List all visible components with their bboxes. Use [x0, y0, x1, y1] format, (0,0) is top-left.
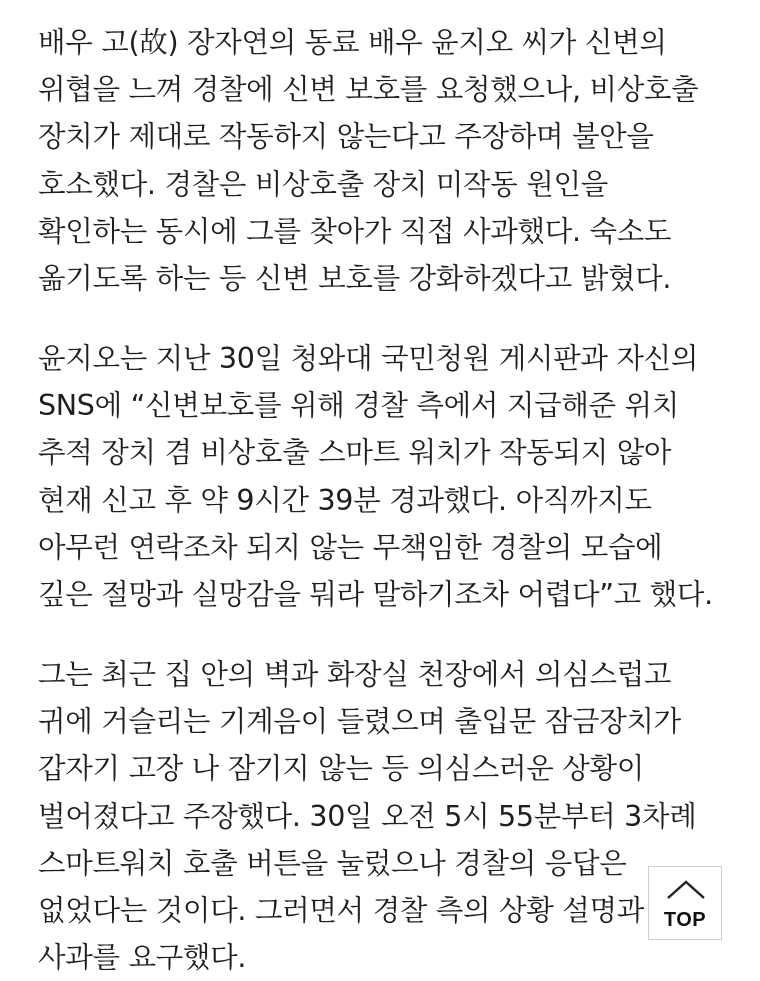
- text-line: 현재 신고 후 약 9시간 39분 경과했다. 아직까지도: [38, 483, 652, 517]
- scroll-to-top-button[interactable]: [648, 866, 722, 940]
- text-line: 없었다는 것이다. 그러면서 경찰 측의 상황 설명과: [38, 894, 644, 928]
- text-line: 옮기도록 하는 등 신변 보호를 강화하겠다고 밝혔다.: [38, 262, 672, 296]
- top-button-label: TOP: [663, 909, 707, 931]
- text-line: 귀에 거슬리는 기계음이 들렸으며 출입문 잠금장치가: [38, 705, 681, 739]
- text-line: 스마트워치 호출 버튼을 눌렀으나 경찰의 응답은: [38, 846, 627, 880]
- text-line: 호소했다. 경찰은 비상호출 장치 미작동 원인을: [38, 167, 608, 201]
- text-line: SNS에 “신변보호를 위해 경찰 측에서 지급해준 위치: [38, 389, 680, 423]
- text-line: 갑자기 고장 나 잠기지 않는 등 의심스러운 상황이: [38, 752, 644, 786]
- text-line: 그는 최근 집 안의 벽과 화장실 천장에서 의심스럽고: [38, 658, 672, 691]
- article-paragraph-3: [38, 651, 696, 981]
- text-line: 장치가 제대로 작동하지 않는다고 주장하며 불안을: [38, 120, 654, 154]
- text-line: 사과를 요구했다.: [38, 941, 247, 975]
- article-paragraph-1: [38, 19, 698, 302]
- text-line: 배우 고(故) 장자연의 동료 배우 윤지오 씨가 신변의: [38, 26, 667, 59]
- text-line: 벌어졌다고 주장했다. 30일 오전 5시 55분부터 3차례: [38, 799, 697, 833]
- text-line: 확인하는 동시에 그를 찾아가 직접 사과했다. 숙소도: [38, 214, 672, 248]
- text-line: 위협을 느껴 경찰에 신변 보호를 요청했으나, 비상호출: [38, 73, 699, 107]
- chevron-up-icon: [665, 879, 707, 901]
- text-line: 추적 장치 겸 비상호출 스마트 워치가 작동되지 않아: [38, 436, 672, 470]
- article-paragraph-2: [38, 335, 713, 618]
- text-line: 깊은 절망과 실망감을 뭐라 말하기조차 어렵다”고 했다.: [38, 578, 713, 612]
- text-line: 윤지오는 지난 30일 청와대 국민청원 게시판과 자신의: [38, 342, 699, 375]
- text-line: 아무런 연락조차 되지 않는 무책임한 경찰의 모습에: [38, 530, 663, 564]
